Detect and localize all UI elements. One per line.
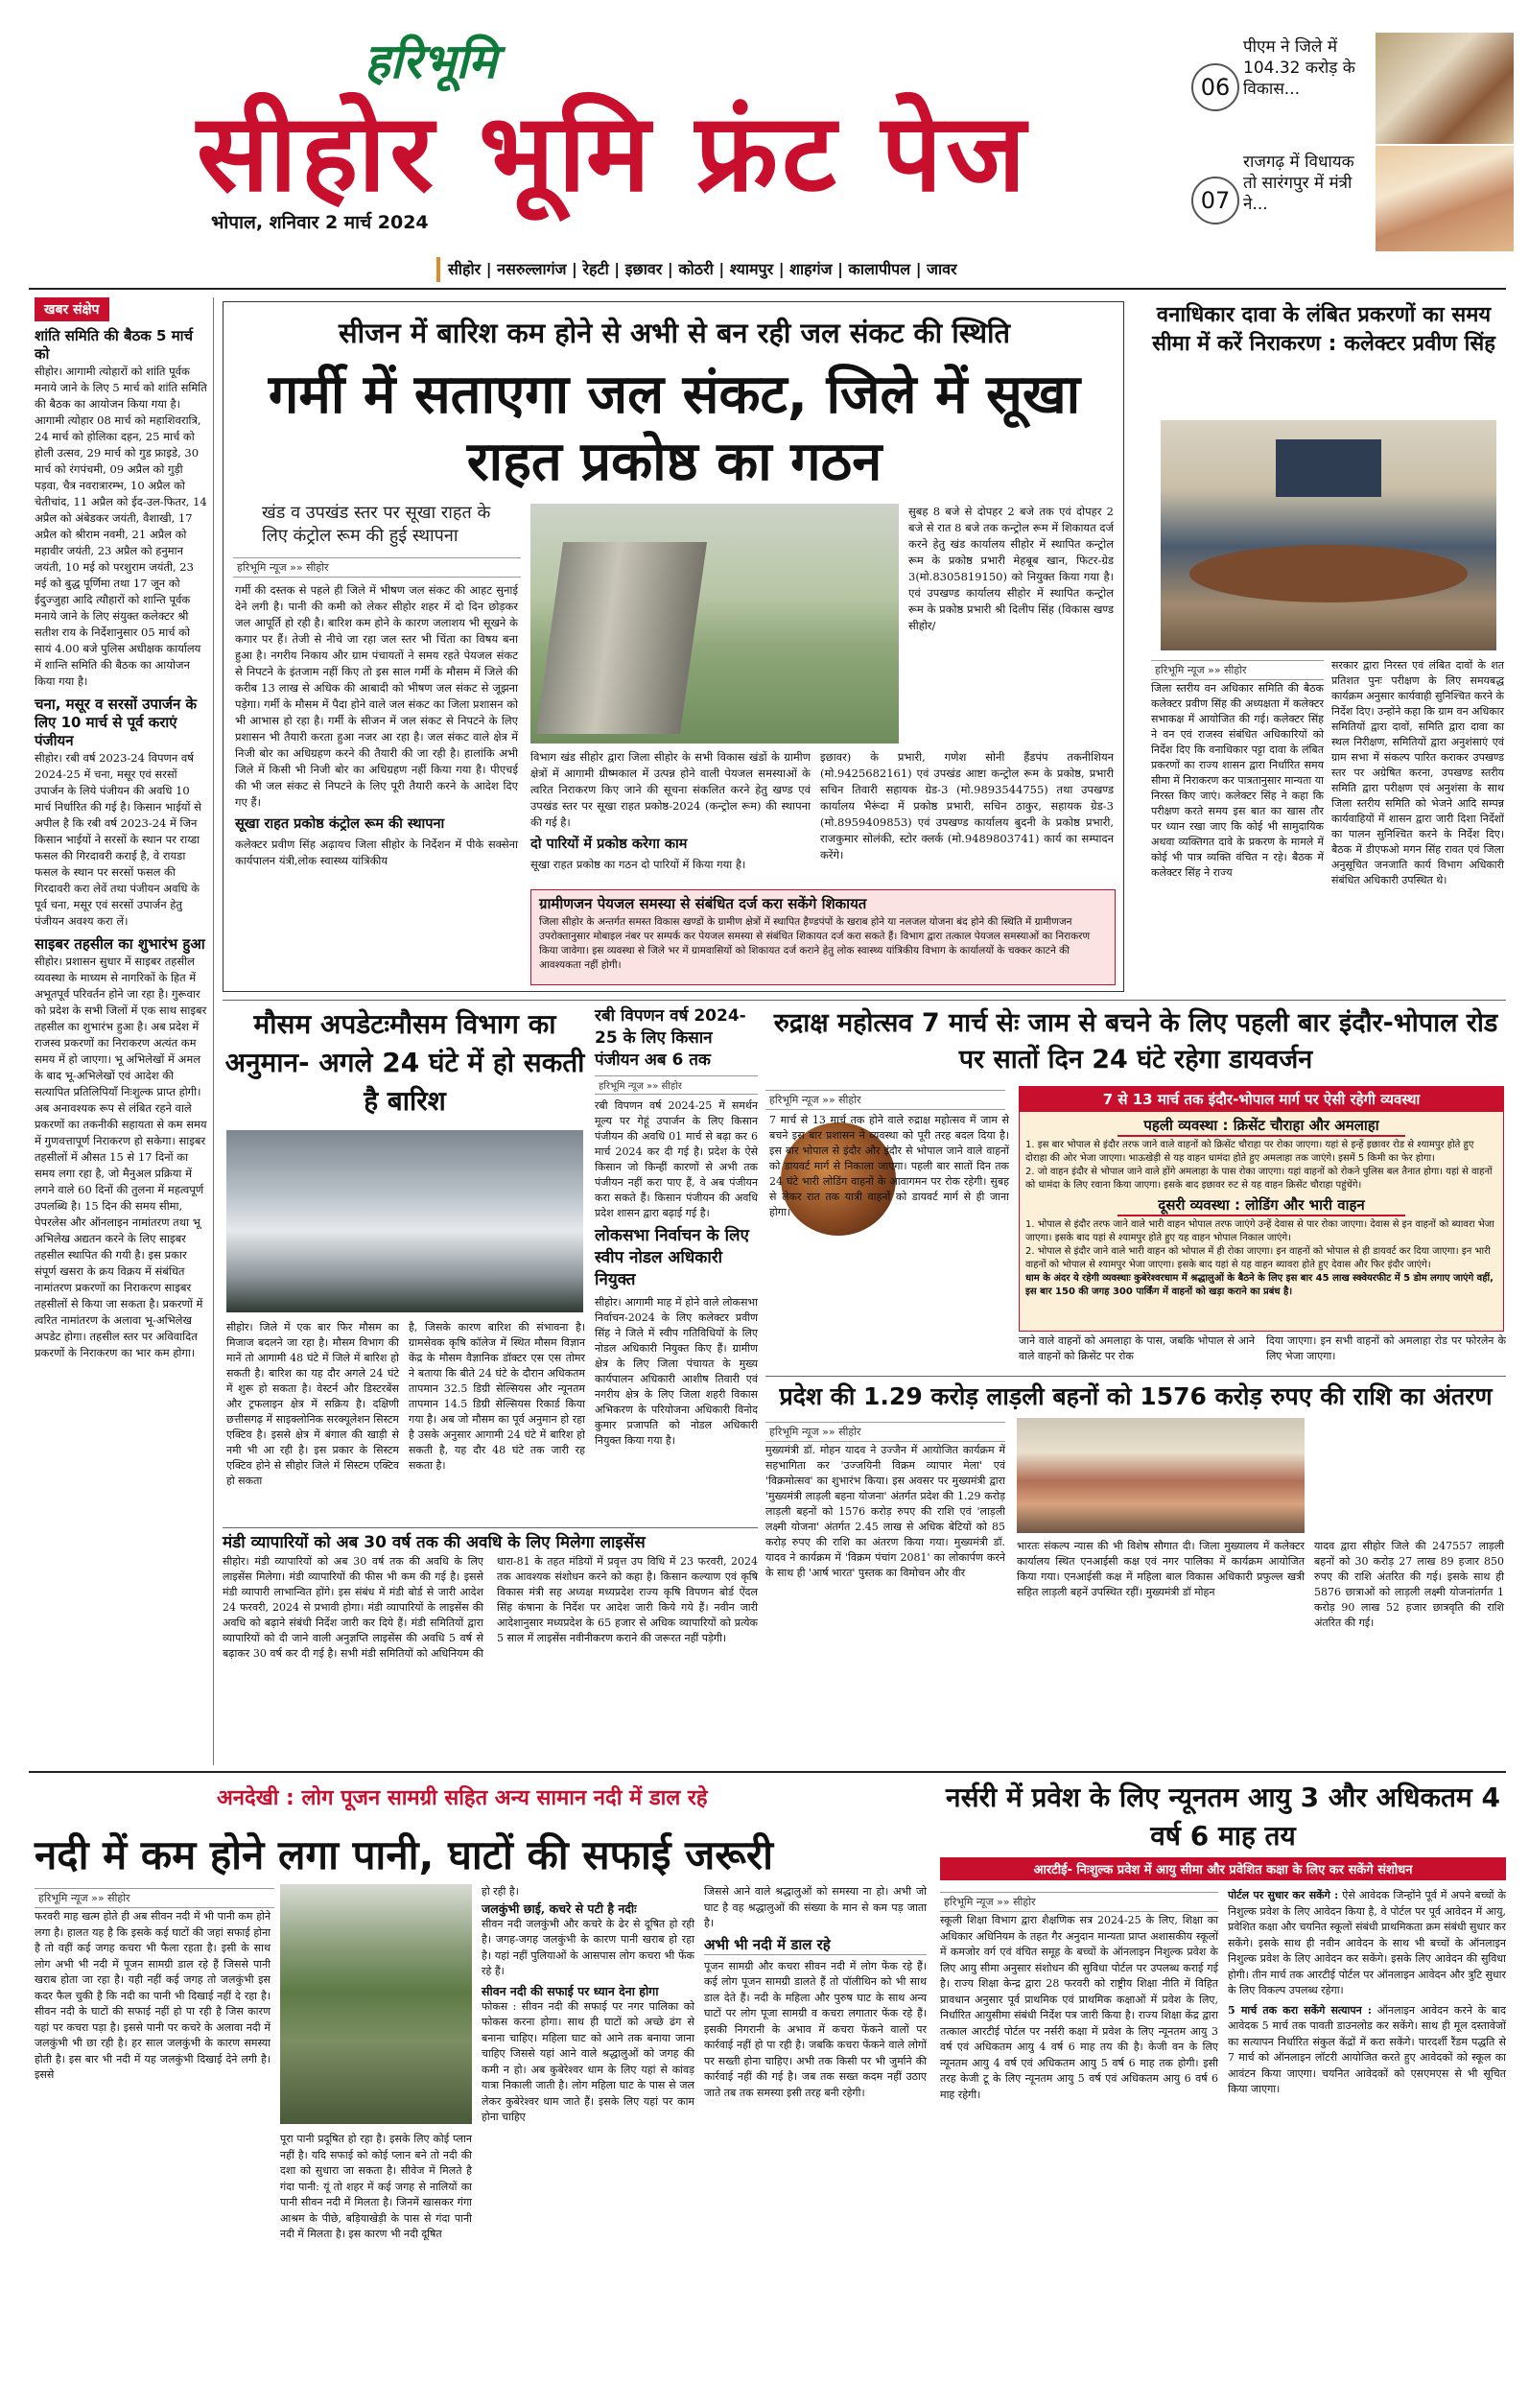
lead-byline: हरिभूमि न्यूज »» सीहोर <box>233 557 521 578</box>
rabi-body: रबी विपणन वर्ष 2024-25 में समर्थन मूल्य पर गेहूं उपार्जन के लिए किसान पंजीयन की अवधि 01 मार्च से बढ़ा कर 6 मार्च 2024 कर दी गई है। प्रदेश के ऐसे किसान जो किन्हीं कारणों से अभी तक पंजीयन नहीं करा पाए हैं, वे अब पंजीयन करा सकते हैं। किसान पंजीयन की अवधि प्रदेश शासन द्वारा बढ़ाई गई है। <box>595 1099 758 1219</box>
river-col-1: फरवरी माह खत्म होते ही अब सीवन नदी में भी पानी कम होने लगा है। हालत यह है कि इसके कई घाटों की जहां सफाई होना है तो वहीं कई जगह कचरा भी फैला रहता है। इसी के साथ लोग अभी भी नदी में पूजन सामग्री डाल रहे हैं जिससे पानी खराब होता जा रहा है। यही नहीं कई जगह तो जलकुंभी इस कदर फैल चुकी है कि नदी का पानी भी दिखाई नहीं दे रहा है। सीवन नदी के घाटों की सफाई नहीं हो पा रही है जिस कारण यहां पर कचरा पड़ा है। इससे पानी पर कचरे के अलावा नदी में जलकुंभी भी छा रही है। हर साल जलकुंभी के कारण समस्या होती है। इस बार भी नदी में यह जलकुंभी दिखाई देने लगी है। इससे <box>35 1910 271 2081</box>
rudraksh-byline: हरिभूमि न्यूज »» सीहोर <box>765 1090 1005 1110</box>
teaser-photo <box>1376 146 1514 251</box>
brief-item <box>35 935 207 1361</box>
nursery-bar: आरटीई- निःशुल्क प्रवेश में आयु सीमा और प्रवेशित कक्षा के लिए कर सकेंगे संशोधन <box>940 1857 1506 1880</box>
nursery-col-2-text: ऐसे आवेदक जिन्होंने पूर्व में अपने बच्चों के निशुल्क प्रवेश के लिए आवेदन किया है, वे पोर्टल पर पूर्व आवेदन में आयु, प्रवेशित कक्षा और चयनित स्कूलों संबंधी प्राथमिकता क्रम संबंधी सुधार कर सकेंगे। इसके साथ ही नवीन आवेदन के साथ भी बच्चों के ऑनलाइन निशुल्क प्रवेश के लिए आवेदन कर सकेंगे। इसके लिए आवेदन की सुविधा होगी। तीन मार्च तक आरटीई पोर्टल पर ऑनलाइन आवेदन और त्रुटि सुधार के लिए विकल्प उपलब्ध रहेगा। <box>1228 1889 1506 1996</box>
mandi-story <box>223 1531 758 1761</box>
lead-col-1-text: गर्मी की दस्तक से पहले ही जिले में भीषण जल संकट की आहट सुनाई देने लगी है। पानी की कमी को लेकर सीहोर शहर में दो दिन छोड़कर जल आपूर्ति हो रही है। बारिश कम होने के कारण जलाशय भी सूखने के कगार पर हैं। तेजी से नीचे जा रहा जल स्तर भी चिंता का विषय बना हुआ है। नगरीय निकाय और ग्राम पंचायतों ने समय रहते पेयजल संकट से निपटने के इंतजाम नहीं किए तो इस साल गर्मी के मौसम में जिले की करीब 13 लाख से अधिक की आबादी को भीषण जल संकट से जूझना पड़ेगा। गर्मी के मौसम में पैदा होने वाले जल संकट का जिला प्रशासन को भी आभास हो रहा है। गर्मी के सीजन में जल संकट से निपटने के लिए प्रशासन भी तैयारी करता हुआ नजर आ रहा है। जल संकट वाले क्षेत्र में निजी बोर का अधिग्रहण करने की तैयारी की जा रही है। हालांकि अभी जिले में किसी भी निजी बोर का अधिग्रहण नहीं किया गया है। पीएचई की भी जल संकट से निपटने के लिए पूरी तैयारी करने के आदेश दिए गए हैं। <box>235 583 518 809</box>
weather-col-2: है, जिसके कारण बारिश की संभावना है। ग्रामसेवक कृषि कॉलेज में स्थित मौसम विज्ञान केंद्र के मौसम वैज्ञानिक डॉक्टर एस एस तोमर ने बताया कि बीते 24 घंटे के दौरान अधिकतम तापमान 32.5 डिग्री सेल्सियस और न्यूनतम तापमान 14.5 डिग्री सेल्सियस रिकार्ड किया गया है। अब जो मौसम का पूर्व अनुमान हो रहा है उसके अनुसार आगामी 24 घंटे में बारिश हो सकती है, यह दौर 48 घंटे तक जारी रह सकता है। <box>409 1321 585 1472</box>
river-col-2-top: हो रही है। <box>482 1885 519 1898</box>
row-rule-4 <box>29 1771 1506 1773</box>
laadli-story <box>765 1381 1506 1629</box>
traffic-p4: 2. भोपाल से इंदौर जाने वाले भारी वाहन को भोपाल में ही रोका जाएगा। इन वाहनों को भोपाल से ही डायवर्ट कर दिया जाएगा। इन भारी वाहनों को भोपाल से श्यामपुर भेजा जाएगा। इसके बाद यहां से यह वाहन ब्यावरा होते हुए देवास और फिर इंदौर जाएंगे। <box>1025 1246 1491 1270</box>
lead-kicker: सीजन में बारिश कम होने से अभी से बन रही जल संकट की स्थिति <box>338 317 1011 349</box>
complaint-box-title: ग्रामीणजन पेयजल समस्या से संबंधित दर्ज करा सकेंगे शिकायत <box>539 895 867 912</box>
nursery-byline: हरिभूमि न्यूज »» सीहोर <box>940 1892 1218 1912</box>
river-caption: पूरा पानी प्रदूषित हो रहा है। इसके लिए कोई प्लान नहीं है। यदि सफाई को कोई प्लान बने तो नदी की दशा को सुधारा जा सकता है। सीवेज में मिलते है गंदा पानी: यूं तो शहर में कई जगह से नालियों का पानी सीवन नदी में मिलता है। जिनमें खासकर गंगा आश्रम के पीछे, बड़ियाखेड़ी के पास से गंदा पानी नदी में मिलता है। इस कारण भी नदी दूषित <box>280 2133 472 2240</box>
dam-photo <box>530 504 899 744</box>
lead-col-2-text: विभाग खंड सीहोर द्वारा जिला सीहोर के सभी विकास खंडों के ग्रामीण क्षेत्रों में आगामी ग्रीष्मकाल में उत्पन्न होने वाली पेयजल समस्याओं के त्वरित निराकरण किए जाने की सूचना संकलित करने हेतु खण्ड एवं उपखंड स्तर पर सूखा राहत प्रकोष्ठ-2024 (कन्ट्रोल रूम) की स्थापना की गई है। <box>530 750 811 829</box>
river-col-2-subhead-2: सीवन नदी की सफाई पर ध्यान देना होगा <box>482 1983 659 1998</box>
lead-headline: गर्मी में सताएगा जल संकट, जिले में सूखा राहत प्रकोष्ठ का गठन <box>268 364 1081 493</box>
nursery-col-2 <box>1228 1888 1506 2389</box>
rudraksh-tail-1: जाने वाले वाहनों को अमलाहा के पास, जबकि भोपाल से आने वाले वाहनों को क्रिसेंट पर रोक <box>1019 1334 1255 1362</box>
laadli-col-3: यादव द्वारा सीहोर जिले की 247557 लाड़ली बहनों को 30 करोड़ 27 लाख 89 हजार 850 रुपए की राशि अंतरित की गई। इसके साथ ही 5876 छात्राओं को लाड़ली लक्ष्मी योजनांतर्गत 1 करोड़ 90 लाख 52 हजार छात्रवृति की राशि अंतरित की गई। <box>1314 1540 1504 1629</box>
brief-body: सीहोर। रबी वर्ष 2023-24 विपणन वर्ष 2024-25 में चना, मसूर एवं सरसों उपार्जन के लिये पंजीयन की अवधि 10 मार्च निर्धारित की गई है। किसान भाईयों से अपील है कि रबी वर्ष 2023-24 में जिन किसान भाईयों ने सरसों के स्थान पर राय्डा फसल की गिरदावरी कराई है, वे रायडा फसल के स्थान पर सरसों फसल की गिरदावरी करा लेवें तथा पंजीयन अवधि के पूर्व चना, मसूर एवं सरसों उपार्जन हेतु पंजीयन अवश्य करा लें। <box>35 751 201 928</box>
rudraksh-story <box>765 1005 1506 1332</box>
lead-col-3b: इछावर) के प्रभारी, गणेश सोनी हैंडपंप तकनीशियन (मो.9425682161) एवं उपखंड आष्टा कन्ट्रोल रूम के प्रकोष्ठ, प्रभारी सचिन तिवारी सहायक ग्रेड-3 (मो.9893544755) तथा उपखण्ड कार्यालय भैरूंदा में प्रकोष्ठ प्रभारी, सचिन ठाकुर, सहायक ग्रेड-3 (मो.8959409853) एवं उपखण्ड कार्यालय बुदनी के प्रकोष्ठ प्रभारी, राजकुमार सोलंकी, स्टोर क्लर्क (मो.9489803741) कार्य का सम्पादन करेंगे। <box>820 750 1114 862</box>
mandi-body: सीहोर। मंडी व्यापारियों को अब 30 वर्ष तक की अवधि के लिए लाइसेंस मिलेगा। मंडी व्यापारियों की फीस भी कम की गई है। इससे मंडी व्यापारी लाभान्वित होंगे। इस संबंध में मंडी बोर्ड से जारी आदेश 24 फरवरी, 2024 से प्रभावी होगा। मंडी व्यापारियों के लाइसेंस की अवधि को बढ़ाने संबंधी निर्देश जारी कर दिये हैं। मंडी समितियों द्वारा व्यापारियों को दी जाने वाली अनुज्ञप्ति लाइसेंस की अवधि 5 वर्ष से बढ़ाकर 30 वर्ष कर दी गई है। सभी मंडी समितियों को अधिनियम की धारा-81 के तहत मंडियों में प्रवृत्त उप विधि में 23 फरवरी, 2024 तक आवश्यक संशोधन करने को कहा है। किसान कल्याण एवं कृषि विकास मंत्री सह अध्यक्ष मध्यप्रदेश राज्य कृषि विपणन बोर्ड ऐंदल सिंह कंषाना के निर्देश पर आदेश जारी किये गये हैं। नवीन जारी आदेशानुसार मध्यप्रदेश के 65 हजार से अधिक व्यापारियों को प्रत्येक 5 साल में लाइसेंस नवीनीकरण कराने की जरूरत नहीं पड़ेगी। <box>223 1555 758 1660</box>
laadli-headline: प्रदेश की 1.29 करोड़ लाड़ली बहनों को 1576 करोड़ रुपए की राशि का अंतरण <box>779 1382 1493 1410</box>
teaser-number: 07 <box>1191 177 1239 224</box>
page-title: सीहोर भूमि फ्रंट पेज <box>197 91 1030 216</box>
rabi-headline: रबी विपणन वर्ष 2024-25 के लिए किसान पंजीयन अब 6 तक <box>595 1006 746 1070</box>
river-col-3-text-b: पूजन सामग्री और कचरा सीवन नदी में लोग फेंक रहे हैं। कई लोग पूजन सामग्री डालते हैं तो पॉलीथिन को भी साथ डाल देते हैं। नदी के महिला और पुरुष घाट के साथ अन्य घाटों पर लोग पूजा सामग्री व कचरा लगातार फेंक रहे हैं। इसकी निगरानी के अभाव में कचरा फेंकने वालों पर कार्रवाई नहीं हो पा रही है। जबकि कचरा फेंकने वाले लोगों पर सख्ती होना चाहिए। अभी तक किसी पर भी जुर्माने की कार्रवाई नहीं की गई है। जब तक सख्त कदम नहीं उठाए जाते तब तक समस्या इसी तरह बनी रहेगी। <box>704 1959 927 2099</box>
lead-col-2-end: सूखा राहत प्रकोष्ठ का गठन दो पारियों में किया गया है। <box>530 858 746 871</box>
complaint-box <box>530 889 1116 985</box>
lead-col-3: सुबह 8 बजे से दोपहर 2 बजे तक एवं दोपहर 2 बजे से रात 8 बजे तक कन्ट्रोल रूम में शिकायत दर्ज करने हेतु खंड कार्यालय सीहोर में स्थापित कन्ट्रोल रूम के प्रकोष्ठ प्रभारी मेहबूब खान, फिटर-ग्रेड 3(मो.8305819150) को नियुक्त किया गया है। एवं उपखण्ड कार्यालय सीहोर में स्थापित कन्ट्रोल रूम के प्रकोष्ठ प्रभारी श्री दिलीप सिंह (विकास खण्ड सीहोर/ <box>908 505 1114 632</box>
river-col-3-text: जिससे आने वाले श्रद्धालुओं को समस्या ना हो। अभी जो घाट है वह श्रद्धालुओं की संख्या के मान से कम पड़ जाता है। <box>704 1885 927 1929</box>
river-col-2-text: सीवन नदी जलकुंभी और कचरे के ढेर से दूषित हो रही है। जगह-जगह जलकुंभी के कारण पानी खराब हो रहा है। यहां नहीं पुलियाओं के आसपास लोग कचरा भी फेंक रहे हैं। <box>482 1917 694 1977</box>
river-col-3-subhead: अभी भी नदी में डाल रहे <box>704 1936 927 1955</box>
meeting-screen <box>1276 439 1381 497</box>
masthead-rule <box>29 288 1506 290</box>
river-byline: हरिभूमि न्यूज »» सीहोर <box>35 1888 274 1908</box>
mandi-headline: मंडी व्यापारियों को अब 30 वर्ष तक की अवधि के लिए मिलेगा लाइसेंस <box>223 1533 646 1552</box>
rudraksh-tail <box>1019 1334 1506 1372</box>
forest-byline: हरिभूमि न्यूज »» सीहोर <box>1151 660 1324 680</box>
forest-col-2: सरकार द्वारा निरस्त एवं लंबित दावों के शत प्रतिशत पुनः परीक्षण के लिए समयबद्ध कार्यक्रम अनुसार कार्यवाही सुनिश्चित करने के निर्देश दिए। उन्होंने कहा कि ग्राम वन अधिकार समितियों द्वारा दावों, समिति द्वारा दावा का स्थल निरीक्षण, समितियों द्वारा अनुशंसाएं एवं ग्राम सभा में संकल्प पारित कराकर उपखण्ड स्तर पर अग्रेषित करना, उपखण्ड स्तरीय समिति द्वारा परीक्षण एवं अनुशंसा के साथ जिला स्तरीय समिति को भेजने आदि सम्पन्न कार्यवाहियों में शासन द्वारा जारी दिशा निर्देशों का पालन सुनिश्चित करने के निर्देश दिए। बैठक में डीएफओ मगन सिंह रावत एवं जिला अनुसूचित जनजाति कार्य विभाग अधिकारी संबंधित अधिकारी उपस्थित थे। <box>1331 659 1504 886</box>
rudraksh-tail-2: दिया जाएगा। इन सभी वाहनों को अमलाहा रोड पर फोरलेन के लिए भेजा जाएगा। <box>1266 1334 1506 1362</box>
laadli-photo <box>1017 1418 1305 1533</box>
traffic-p2: 2. जो वाहन इंदौर से भोपाल जाने वाले होंगे अमलाहा के पास रोका जाएगा। यहां वाहनों को रोकने पुलिस बल तैनात होगा। यहां से वाहनों को धामंदा के लिए रवाना किया जाएगा। इसके बाद इछावर रुट से यह वाहन क्रिसेंट चौराहा पहुंचेंगे। <box>1025 1167 1493 1191</box>
sidebar-divider <box>213 297 214 1765</box>
nursery-col-2-text-b: ऑनलाइन आवेदन करने के बाद आवेदक 5 मार्च तक पावती डाउनलोड कर सकेंगे। साथ ही मूल दस्तावेजों का सत्यापन निर्धारित संकुल केंद्रों में करा सकेंगे। पारदर्शी रैंडम पद्धति से 7 मार्च को ऑनलाइन लॉटरी आयोजित करते हुए आवेदकों को स्कूल का आवंटन किया जाएगा। चयनित आवेदकों को एसएमएस से भी सूचित किया जाएगा। <box>1228 2003 1507 2095</box>
sidebar-tag: खबर संक्षेप <box>35 297 109 321</box>
forest-col-1: जिला स्तरीय वन अधिकार समिति की बैठक कलेक्टर प्रवीण सिंह की अध्यक्षता में कलेक्टर सभाकक्ष में आयोजित की गई। कलेक्टर सिंह ने वन एवं राजस्व संबंधित अधिकारियों को निर्देश दिए कि वनाधिकार पट्टा दावा के लंबित प्रकरणों का राज्य शासन द्वारा निर्धारित समय सीमा में निराकरण कर पात्रतानुसार मान्यता या निरस्त किए जाएं। कलेक्टर सिंह ने कहा कि परीक्षण करते समय इस बात का खास तौर पर ध्यान रखा जाए कि कोई भी सामुदायिक अथवा व्यक्तिगत दावे के प्रकरण के मामले में कोई भी पात्र व्यक्ति वंचित न रहे। बैठक में कलेक्टर सिंह ने राज्य <box>1151 682 1324 879</box>
traffic-p1: 1. इस बार भोपाल से इंदौर तरफ जाने वाले वाहनों को क्रिसेंट चौराहा पर रोका जाएगा। यहां से इन्हें इछावर रोड से श्यामपुर होते हुए दोराहा की ओर भेजा जाएगा। भाऊखेड़ी से यह वाहन धामंदा होते हुए अमलाहा तक जाएंगे। इसमें 5 किमी का फेर होगा। <box>1025 1140 1474 1164</box>
river-col-2 <box>482 1884 694 2389</box>
town-strip: सीहोर | नसरुल्लागंज | रेहटी | इछावर | कोठरी | श्यामपुर | शाहगंज | कालापीपल | जावर <box>436 257 1165 282</box>
lead-col-1-subhead: सूखा राहत प्रकोष्ठ कंट्रोल रूम की स्थापना <box>235 815 445 832</box>
lead-col-1-end: कलेक्टर प्रवीण सिंह अढ़ायच जिला सीहोर के निर्देशन में पीके सक्सेना कार्यपालन यंत्री,लोक स्वास्थ्य यांत्रिकीय <box>235 838 518 867</box>
weather-col-1: सीहोर। जिले में एक बार फिर मौसम का मिजाज बदलने जा रहा है। मौसम विभाग की मानें तो आगामी 48 घंटे में जिले में बारिश हो सकती है। बारिश का यह दौर अगले 24 घंटे में शुरू हो सकता है। वेस्टर्न और डिस्टरबेंस और ट्रफलाइन क्षेत्र में सक्रिय है। दक्षिणी छत्तीसगढ़ में साइक्लोनिक सरक्यूलेशन सिस्टम एक्टिव है। इससे क्षेत्र में बंगाल की खाड़ी से नमी भी आ रही है। इस प्रकार के सिस्टम एक्टिव होने से सीहोर जिले में सिस्टम एक्टिव हो सकता <box>226 1321 399 1487</box>
row-rule-2 <box>765 1376 1506 1377</box>
traffic-h1: पहली व्यवस्था : क्रिसेंट चौराहा और अमलाहा <box>1117 1116 1405 1137</box>
complaint-box-body: जिला सीहोर के अन्तर्गत समस्त विकास खण्डों के ग्रामीण क्षेत्रों में स्थापित हैण्डपंपों के खराब होने या नलजल योजना बंद होने की स्थिति में ग्रामीणजन उपरोक्तानुसार मोबाइल नंबर पर सम्पर्क कर पेयजल समस्या से संबंधित शिकायत दर्ज करा सकते हैं। विभाग द्वारा तत्काल पेयजल समस्याओं का निराकरण किया जावेगा। इस व्यवस्था से जिले भर में ग्रामवासियों को शिकायत दर्ज कराने हेतु लोक स्वास्थ्य यांत्रिकीय विभाग के कार्यालयों के चक्कर काटने की आवश्यकता नहीं होगी। <box>539 916 1091 971</box>
dateline: भोपाल, शनिवार 2 मार्च 2024 <box>211 212 429 233</box>
meeting-photo <box>1161 420 1496 650</box>
meeting-table <box>1189 545 1468 602</box>
traffic-h2: दूसरी व्यवस्था : लोडिंग और भारी वाहन <box>1117 1195 1405 1216</box>
masthead <box>0 0 1529 288</box>
nursery-story <box>940 1779 1506 2393</box>
weather-story <box>223 1005 587 1523</box>
lead-story <box>223 301 1124 992</box>
traffic-p3: 1. भोपाल से इंदौर तरफ जाने वाले भारी वाहन भोपाल तरफ जाएंगे उन्हें देवास से पार रोका जाएगा। देवास से इन वाहनों को ब्यावरा भेजा जाएगा। इसके बाद यहां से श्यामपुर होते हुए यह वाहन भोपाल निकाल जाएंगे। <box>1025 1219 1494 1243</box>
river-headline: नदी में कम होने लगा पानी, घाटों की सफाई जरूरी <box>35 1831 773 1878</box>
river-story <box>35 1779 927 2393</box>
lead-col-2-subhead: दो पारियों में प्रकोष्ठ करेगा काम <box>530 836 688 852</box>
traffic-box <box>1019 1086 1504 1332</box>
traffic-box-bar: 7 से 13 मार्च तक इंदौर-भोपाल मार्ग पर ऐसी रहेगी व्यवस्था <box>1020 1087 1503 1112</box>
river-kicker: अनदेखी : लोग पूजन सामग्री सहित अन्य सामान नदी में डाल रहे <box>217 1786 708 1810</box>
river-col-2-text-b: फोकस : सीवन नदी की सफाई पर नगर पालिका को फोकस करना होगा। साथ ही घाटों को अच्छे ढंग से बनाना चाहिए। महिला घाट को आने तक बनाया जाना चाहिए जिससे यहां आने वाले श्रद्धालुओं को जगह की कमी न हो। अब कुबेरेश्वर धाम के लिए यहां से कांवड़ यात्रा निकाली जाती है। लोग महिला घाट के पास से जल लेकर कुबेरेश्वर धाम जाते हैं। इसके लिए यहां पर काम होना चाहिए <box>482 1999 694 2123</box>
traffic-p5: धाम के अंदर ये रहेगी व्यवस्थाः कुबेरेश्वरधाम में श्रद्धालुओं के बैठने के लिए इस बार 45 लाख स्क्वेयरफीट में 5 डोम लगाए जाएंगे वहीं, इस बार 150 की जगह 300 पार्किंग में वाहनों को खड़ा कराने का प्रबंध है। <box>1025 1273 1494 1297</box>
river-col-2-subhead-1: जलकुंभी छाई, कचरे से पटी है नदीः <box>482 1900 637 1916</box>
rabi-byline: हरिभूमि न्यूज »» सीहोर <box>595 1075 758 1095</box>
brief-body: सीहोर। आगामी त्योहारों को शांति पूर्वक मनाये जाने के लिए 5 मार्च को शांति समिति की बैठक का आयोजन किया गया है। आगामी त्योहार 08 मार्च को महाशिवरात्रि, 24 मार्च को होलिका दहन, 25 मार्च को होली उत्सव, 29 मार्च को गुड फ्राइडे, 30 मार्च को रंगपंचमी, 09 अप्रैल को गुड़ी पड़वा, चैत्र नवरात्रारम्भ, 10 अप्रैल को चेतीचांद, 11 अप्रैल को ईद-उल-फितर, 14 अप्रैल को अंबेडकर जयंती, वैशाखी, 17 अप्रैल को श्रीराम नवमी, 21 अप्रैल को महावीर जयंती, 23 अप्रैल को हनुमान जयंती, 10 मई को परशुराम जयंती, 23 मई को बुद्ध पूर्णिमा तथा 17 जून को ईदुज्जुहा आदि त्यौहारों को शान्ति पूर्वक मनाये जाने के लिए संयुक्त कलेक्टर श्री सतीश राय के निर्देशानुसार 05 मार्च को सायं 4.00 बजे पुलिस अधीक्षक कार्यालय में शान्ति समिति की बैठक का आयोजन किया गया है। <box>35 365 207 688</box>
nursery-col-2-subhead-2: 5 मार्च तक करा सकेंगे सत्यापन : <box>1228 2003 1372 2017</box>
cloud-photo <box>226 1130 583 1312</box>
row-rule-3 <box>223 1527 758 1528</box>
brief-title: शांति समिति की बैठक 5 मार्च को <box>35 327 194 363</box>
brand-logo: हरिभूमि <box>365 34 497 89</box>
river-photo <box>280 1884 472 2124</box>
laadli-col-2: भारतः संकल्प न्यास की भी विशेष सौगात दी। जिला मुख्यालय में कलेक्टर कार्यालय स्थित एनआईसी कक्ष एवं नगर पालिका में कार्यक्रम आयोजित किया गया। एनआईसी कक्ष में महिला बाल विकास अधिकारी प्रफुल्ल खत्री सहित लाड़ली बहनें उपस्थित रहीं। मुख्यमंत्री डॉ मोहन <box>1017 1540 1305 1598</box>
lead-deck: खंड व उपखंड स्तर पर सूखा राहत के लिए कंट्रोल रूम की हुई स्थापना <box>262 503 491 546</box>
brief-body: सीहोर। प्रशासन सुधार में साइबर तहसील व्यवस्था के माध्यम से नागरिकों के हित में अभूतपूर्व परिवर्तन होने जा रहा है। गुरूवार को प्रदेश के सभी जिलों में एक साथ साइबर तहसील का शुभारंभ हुआ है। अब प्रदेश में राजस्व प्रकरणों का निराकरण अत्यंत कम समय में हो जाएगा। भू अभिलेखों में अमल के बाद भू-अभिलेखों एवं आदेश की सत्यापित प्रतिलिपियाँ निःशुल्क प्राप्त होगी। अब अनावश्यक रूप से लंबित रहने वाले प्रकरणों का तकनीकी सहायता से कम समय में गुणवत्तापूर्ण निराकरण हो सकेगा। साइबर तहसीलों में औसत 15 से 17 दिनों का समय लगा रहा है, जो मैनुअल प्रक्रिया में लगने वाले 60 दिनों की तुलना में महत्वपूर्ण उपलब्धि है। 15 दिन की समय सीमा, पेपरलेस और ऑनलाइन नामांतरण तथा भू अभिलेख अद्यतन करने के लिए साइबर तहसील स्थापित की गयी है। इस प्रकार संपूर्ण खसरा के क्रय विक्रय में संबंधित नामांतरण प्रकरणों का निराकरण साइबर तहसीलों से किया जा सकता है। प्रकरणों में त्वरित नामांतरण के अलावा भू-अभिलेख अपडेट होगा। तहसील स्तर पर अविवादित प्रकरणों के निराकरण का भार कम होगा। <box>35 955 207 1359</box>
laadli-col-1: मुख्यमंत्री डॉ. मोहन यादव ने उज्जैन में आयोजित कार्यक्रम में सहभागिता कर 'उज्जयिनी विक्रम व्यापार मेला' एवं 'विक्रमोत्सव' का शुभारंभ किया। इस अवसर पर मुख्यमंत्री द्वारा 'मुख्यमंत्री लाड़ली बहना योजना' अंतर्गत प्रदेश की 1.29 करोड़ लाड़ली बहनों को 1576 करोड़ रुपए की राशि एवं 'लाड़ली लक्ष्मी योजना' अंतर्गत 2.45 लाख से अधिक बेटियों को 85 करोड़ रुपए की राशि का अंतरण किया गया। मुख्यमंत्री डॉ. यादव ने कार्यक्रम में 'विक्रम पंचांग 2081' का लोकार्पण करने के साथ ही 'आर्ष भारत' पुस्तक का विमोचन और वीर <box>765 1444 1005 1579</box>
forest-headline: वनाधिकार दावा के लंबित प्रकरणों का समय सीमा में करें निराकरण : कलेक्टर प्रवीण सिंह <box>1152 303 1495 356</box>
row-rule-1 <box>223 1000 1506 1001</box>
lead-col-1 <box>235 582 518 985</box>
nursery-headline: नर्सरी में प्रवेश के लिए न्यूनतम आयु 3 और अधिकतम 4 वर्ष 6 माह तय <box>946 1782 1500 1852</box>
teaser-1[interactable] <box>1178 29 1514 150</box>
weather-headline: मौसम अपडेटःमौसम विभाग का अनुमान- अगले 24 घंटे में हो सकती है बारिश <box>224 1008 585 1117</box>
rabi-story <box>595 1005 758 1523</box>
teaser-text: राजगढ़ में विधायक तो सारंगपुर में मंत्री ने... <box>1243 153 1354 214</box>
laadli-byline: हरिभूमि न्यूज »» सीहोर <box>765 1422 1005 1442</box>
rudraksh-headline: रुद्राक्ष महोत्सव 7 मार्च सेः जाम से बचने के लिए पहली बार इंदौर-भोपाल रोड पर सातों दिन 24 घंटे रहेगा डायवर्जन <box>773 1008 1498 1074</box>
brief-item <box>35 696 207 930</box>
rudraksh-intro: 7 मार्च से 13 मार्च तक होने वाले रुद्राक्ष महोत्सव में जाम से बचने इस बार प्रशासन ने व्यवस्था को पूरी तरह बदल दिया है। इस बार भोपाल से इंदौर और इंदौर से भोपाल जाने वाले वाहनों को डायवर्ट मार्ग से निकाला जाएगा। पहली बार सातों दिन तक 24 घंटे भारी लोडिंग वाहनों के आवागमन पर रोक रहेगी। सुबह से लेकर रात तक यात्री वाहनों को डायवर्ट मार्ग से ही जाना होगा। <box>769 1114 1009 1218</box>
nursery-col-1: स्कूली शिक्षा विभाग द्वारा शैक्षणिक सत्र 2024-25 के लिए, शिक्षा का अधिकार अधिनियम के तहत गैर अनुदान मान्यता प्राप्त अशासकीय स्कूलों में कमजोर वर्ग एवं वंचित समूह के बच्चों के ऑनलाइन निशुल्क प्रवेश के लिए आयु सीमा अनुसार संशोधन की सुविधा पोर्टल पर उपलब्ध कराई गई है। राज्य शिक्षा केन्द्र द्वारा 28 फरवरी को राष्ट्रीय शिक्षा नीति में विहित प्रावधान अनुसार पूर्व प्राथमिक एवं प्राथमिक कक्षाओं में प्रवेश के लिए, निर्धारित आयुसीमा संबंधी निर्देश पत्र जारी किया है। राज्य शिक्षा केंद्र द्वारा तत्काल आरटीई पोर्टल पर नर्सरी कक्षा में प्रवेश के लिए न्यूनतम आयु 3 वर्ष एवं अधिकतम आयु 4 वर्ष 6 माह तय की है। केजी वन के लिए न्यूनतम आयु 4 वर्ष एवं अधिकतम आयु 5 वर्ष 6 माह तक होगी। इसी तरह केजी टू के लिए न्यूनतम आयु 5 वर्ष एवं अधिकतम आयु 6 वर्ष 6 माह रहेगी। <box>940 1914 1218 2101</box>
sveep-body: सीहोर। आगामी माह में होने वाले लोकसभा निर्वाचन-2024 के लिए कलेक्टर प्रवीण सिंह ने जिले में स्वीप गतिविधियों के लिए नोडल अधिकारी नियुक्त किए हैं। ग्रामीण क्षेत्र के लिए जिला पंचायत के मुख्य कार्यपालन अधिकारी आशीष तिवारी एवं नगरीय क्षेत्र के लिए जिला शहरी विकास अभिकरण के परियोजना अधिकारी विनोद कुमार प्रजापति को नोडल अधिकारी नियुक्त किया गया है। <box>595 1296 758 1447</box>
teaser-number: 06 <box>1191 63 1239 111</box>
nursery-col-2-subhead-1: पोर्टल पर सुधार कर सकेंगे : <box>1228 1889 1339 1901</box>
forest-story <box>1141 301 1506 992</box>
brief-item <box>35 327 207 690</box>
teaser-2[interactable] <box>1178 142 1514 257</box>
news-brief-sidebar <box>35 297 207 1765</box>
river-col-3 <box>704 1884 927 2389</box>
brief-title: चना, मसूर व सरसों उपार्जन के लिए 10 मार्च से पूर्व कराएं पंजीयन <box>35 696 198 749</box>
teaser-text: पीएम ने जिले में 104.32 करोड़ के विकास... <box>1243 37 1355 99</box>
dam-photo-wall <box>536 542 707 734</box>
teaser-photo <box>1376 33 1514 144</box>
sveep-headline: लोकसभा निर्वाचन के लिए स्वीप नोडल अधिकारी नियुक्त <box>595 1226 749 1289</box>
brief-title: साइबर तहसील का शुभारंभ हुआ <box>35 935 205 953</box>
